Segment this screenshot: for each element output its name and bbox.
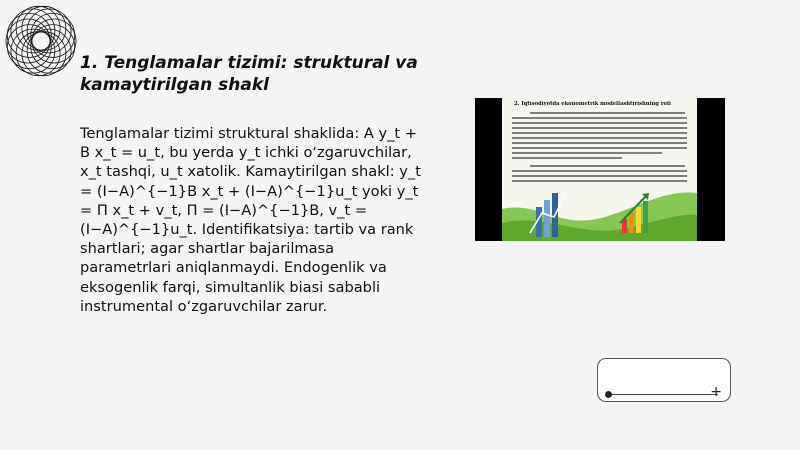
slide-title: 1. Tenglamalar tizimi: struktural va kamaytirilgan shakl: [80, 53, 418, 95]
text-line: [512, 117, 687, 119]
document-page: [502, 98, 697, 241]
text-line: [512, 147, 687, 149]
text-line: [512, 142, 687, 144]
text-line: [512, 132, 687, 134]
green-illustration-band: [502, 183, 697, 241]
text-line: [512, 157, 622, 159]
text-line: [530, 165, 685, 167]
text-line: [512, 127, 687, 129]
decorative-ring: [22, 6, 66, 50]
decorative-circle-pattern-icon: [4, 4, 78, 78]
text-line: [512, 137, 687, 139]
text-line: [530, 112, 685, 114]
document-heading: 2. Iqtisodiyotda ekonometrik modellashtirishning roli: [514, 101, 671, 107]
text-line: [512, 122, 687, 124]
plus-icon[interactable]: +: [710, 384, 722, 400]
slide-body-text: Tenglamalar tizimi struktural shaklida: A y_t + B x_t = u_t, bu yerda y_t ichki oʻzgaruvchilar, x_t tashqi, u_t xatolik. Kamaytirilgan shakl: y_t = (I−A)^{−1}B x_t + (I−A)^{−1}u_t yoki y_t = Π x_t + v_t, Π = (I−A)^{−1}B, v_t = (I−A)^{−1}u_t. Identifikatsiya: tartib va rank shartlari; agar shartlar bajarilmasa parametrlari aniqlanmaydi. Endogenlik va eksogenlik farqi, simultanlik biasi sababli instrumental oʻzgaruvchilar zarur.: [80, 125, 421, 315]
text-line: [512, 175, 687, 177]
progress-track[interactable]: [610, 394, 718, 395]
decorative-ring: [16, 6, 60, 50]
text-line: [512, 170, 687, 172]
media-player-control[interactable]: [597, 358, 731, 402]
decorative-ring: [31, 13, 75, 57]
text-line: [512, 180, 687, 182]
embedded-document-image: [475, 98, 725, 241]
decorative-ring: [7, 25, 51, 69]
playhead-icon[interactable]: [605, 391, 612, 398]
text-line: [512, 152, 662, 154]
